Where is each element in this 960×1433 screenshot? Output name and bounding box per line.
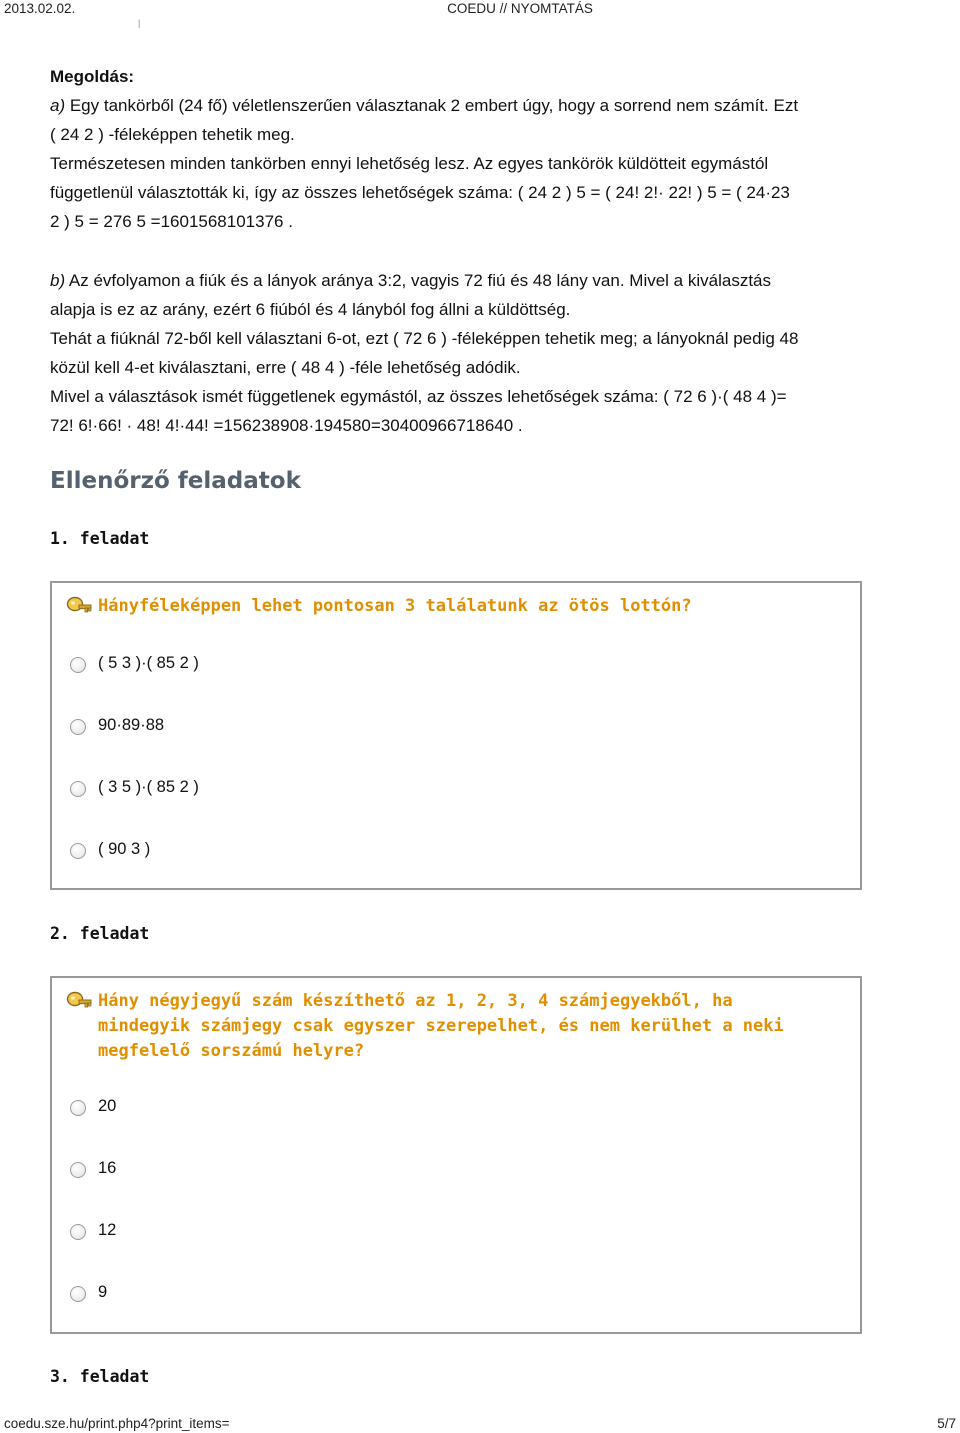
solution-b-line-2: alapja is ez az arány, ezért 6 fiúból és 4 lányból fog állni a küldöttség. [50, 300, 571, 319]
solution-b-line-5: Mivel a választások ismét függetlenek egymástól, az összes lehetőségek száma: ( 72 6 )·( 48 4 )= [50, 387, 787, 406]
radio-button-icon[interactable] [70, 843, 86, 859]
question-2-line-2: mindegyik számjegy csak egyszer szerepelhet, és nem kerülhet a neki [98, 1016, 784, 1036]
question-2-line-1: Hány négyjegyű szám készíthető az 1, 2, 3, 4 számjegyekből, ha [98, 991, 733, 1011]
solution-a-line-5: 2 ) 5 = 276 5 =1601568101376 . [50, 212, 293, 231]
solution-heading: Megoldás: [50, 67, 135, 86]
page-number: 5/7 [937, 1416, 956, 1431]
part-a-text: Egy tankörből (24 fő) véletlenszerűen választanak 2 embert úgy, hogy a sorrend nem számít. Ezt [65, 96, 799, 115]
solution-b-line-1 [50, 266, 870, 295]
key-icon [66, 595, 92, 617]
solution-b-line-3: Tehát a fiúknál 72-ből kell választani 6-ot, ezt ( 72 6 ) -féleképpen tehetik meg; a lányoknál pedig 48 [50, 329, 799, 348]
header-tick: | [138, 18, 141, 28]
option-label: ( 3 5 )·( 85 2 ) [98, 778, 199, 796]
solution-b-line-6: 72! 6!·66! · 48! 4!·44! =156238908·194580=30400966718640 . [50, 416, 523, 435]
radio-button-icon[interactable] [70, 1224, 86, 1240]
solution-a-line-1 [50, 91, 870, 120]
solution-block [50, 62, 870, 236]
question-1-text: Hányféleképpen lehet pontosan 3 találatunk az ötös lottón? [98, 596, 692, 616]
radio-button-icon[interactable] [70, 719, 86, 735]
task-3-label: 3. feladat [50, 1367, 150, 1386]
option-label: 9 [98, 1283, 108, 1301]
radio-button-icon[interactable] [70, 1100, 86, 1116]
radio-button-icon[interactable] [70, 1162, 86, 1178]
option-label: 20 [98, 1097, 117, 1115]
solution-a-line-2: ( 24 2 ) -féleképpen tehetik meg. [50, 125, 295, 144]
part-b-text: Az évfolyamon a fiúk és a lányok aránya 3:2, vagyis 72 fiú és 48 lány van. Mivel a kiválasztás [65, 271, 771, 290]
question-2-text [98, 989, 818, 1064]
radio-button-icon[interactable] [70, 657, 86, 673]
option-label: 90·89·88 [98, 716, 165, 734]
task-2-label: 2. feladat [50, 924, 150, 943]
question-box-2 [50, 976, 862, 1334]
question-box-1 [50, 581, 862, 890]
option-label: ( 90 3 ) [98, 840, 151, 858]
option-label: 16 [98, 1159, 117, 1177]
part-a-marker: a) [50, 96, 66, 115]
solution-a-line-4: függetlenül választották ki, így az összes lehetőségek száma: ( 24 2 ) 5 = ( 24! 2!· 22! ) 5 = ( 24·23 [50, 183, 790, 202]
task-1-label: 1. feladat [50, 529, 150, 548]
solution-b-line-4: közül kell 4-et kiválasztani, erre ( 48 4 ) -féle lehetőség adódik. [50, 358, 521, 377]
option-label: 12 [98, 1221, 117, 1239]
print-title: COEDU // NYOMTATÁS [447, 1, 593, 16]
option-label: ( 5 3 )·( 85 2 ) [98, 654, 199, 672]
question-2-line-3: megfelelő sorszámú helyre? [98, 1041, 365, 1061]
solution-a-line-3: Természetesen minden tankörben ennyi lehetőség lesz. Az egyes tankörök küldötteit egymástól [50, 154, 769, 173]
print-date: 2013.02.02. [4, 1, 76, 16]
section-title: Ellenőrző feladatok [50, 468, 301, 494]
radio-button-icon[interactable] [70, 1286, 86, 1302]
key-icon [66, 990, 92, 1012]
print-url: coedu.sze.hu/print.php4?print_items= [4, 1416, 230, 1431]
part-b-marker: b) [50, 271, 66, 290]
radio-button-icon[interactable] [70, 781, 86, 797]
solution-b-block [50, 266, 870, 440]
